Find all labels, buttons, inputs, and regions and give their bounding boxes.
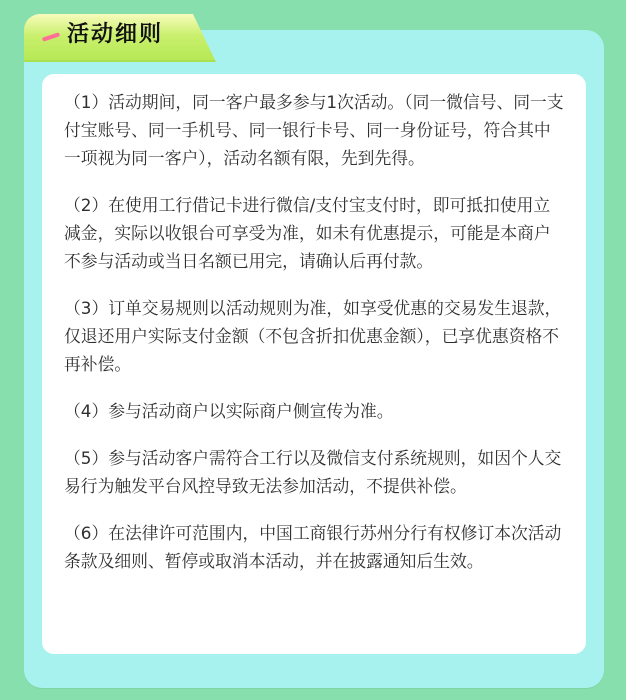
page-title: 活动细则 [67, 22, 164, 47]
rule-item-4: （4）参与活动商户以实际商户侧宣传为准。 [64, 401, 394, 421]
rule-item-3: （3）订单交易规则以活动规则为准，如享受优惠的交易发生退款，仅退还用户实际支付金额（不包含折扣优惠金额），已享优惠资格不再补偿。 [64, 298, 562, 374]
rule-item-5: （5）参与活动客户需符合工行以及微信支付系统规则，如因个人交易行为触发平台风控导致无法参加活动，不提供补偿。 [64, 448, 562, 496]
rule-item-1: （1）活动期间，同一客户最多参与1次活动。（同一微信号、同一支付宝账号、同一手机号、同一银行卡号、同一身份证号，符合其中一项视为同一客户），活动名额有限，先到先得。 [64, 92, 564, 168]
rules-content [42, 74, 586, 654]
rule-item-6: （6）在法律许可范围内，中国工商银行苏州分行有权修订本次活动条款及细则、暂停或取消本活动，并在披露通知后生效。 [64, 523, 562, 571]
rule-item-2: （2）在使用工行借记卡进行微信/支付宝支付时，即可抵扣使用立减金，实际以收银台可享受为准，如未有优惠提示，可能是本商户不参与活动或当日名额已用完，请确认后再付款。 [64, 195, 551, 271]
